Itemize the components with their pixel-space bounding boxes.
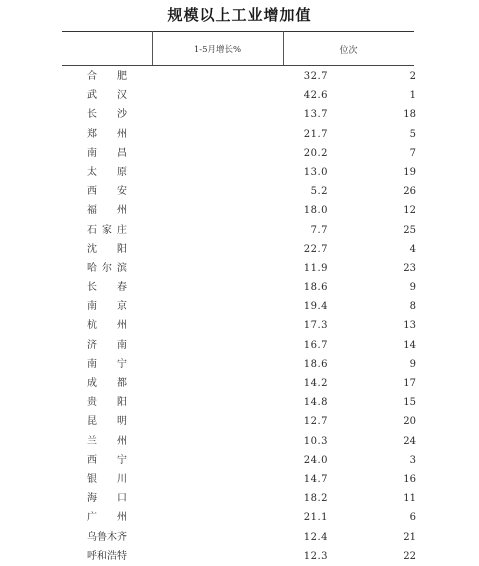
table-body: [62, 67, 422, 566]
rank-value: 5: [409, 128, 416, 140]
rank-value: 22: [403, 550, 416, 562]
city-name: 成 都: [87, 378, 127, 389]
table-row: [62, 86, 422, 105]
growth-value: 12.3: [303, 550, 328, 562]
rank-value: 9: [409, 358, 416, 370]
growth-value: 7.7: [310, 224, 328, 236]
city-name: 贵 阳: [87, 397, 127, 409]
city-name: 兰 州: [87, 435, 127, 447]
table-row: [62, 470, 422, 489]
growth-value: 12.7: [303, 416, 328, 428]
table-row: [62, 355, 422, 374]
page-title: 规模以上工业增加值: [167, 6, 312, 24]
table-row: [62, 508, 422, 527]
rank-value: 12: [403, 205, 416, 217]
city-name: 太 原: [87, 166, 127, 178]
rank-value: 25: [403, 224, 416, 236]
table-row: [62, 528, 422, 547]
city-name: 南 宁: [87, 358, 127, 370]
growth-value: 16.7: [303, 339, 328, 351]
column-header-rank: 位次: [339, 46, 358, 56]
rank-value: 3: [409, 454, 416, 466]
city-name: 南 京: [87, 301, 127, 313]
city-name: 杭 州: [87, 320, 127, 332]
rank-value: 7: [409, 147, 416, 159]
growth-value: 11.9: [303, 262, 328, 274]
table-row: [62, 125, 422, 144]
table-row: [62, 451, 422, 470]
city-name: 乌 鲁 木 齐: [87, 531, 127, 543]
rank-value: 21: [403, 531, 416, 543]
column-header-growth: 1-5月增长%: [193, 45, 242, 55]
table-header-rule: [62, 65, 414, 66]
growth-value: 13.0: [303, 166, 328, 178]
growth-value: 10.3: [303, 435, 328, 447]
table-row: [62, 374, 422, 393]
table-row: [62, 259, 422, 278]
table-row: [62, 163, 422, 182]
table-row: [62, 144, 422, 163]
growth-value: 19.4: [303, 301, 328, 313]
city-name: 武 汉: [87, 90, 127, 102]
city-name: 呼 和 浩 特: [87, 550, 127, 562]
rank-value: 6: [409, 512, 416, 524]
table-row: [62, 489, 422, 508]
city-name: 广 州: [87, 512, 127, 524]
rank-value: 8: [409, 301, 416, 313]
table-row: [62, 240, 422, 259]
city-name: 济 南: [87, 339, 127, 351]
city-name: 海 口: [87, 493, 127, 505]
growth-value: 22.7: [303, 243, 328, 255]
table-row: [62, 201, 422, 220]
table-row: [62, 278, 422, 297]
rank-value: 24: [403, 435, 416, 447]
growth-value: 18.2: [303, 493, 328, 505]
growth-value: 12.4: [303, 531, 328, 543]
growth-value: 14.2: [303, 378, 328, 389]
city-name: 长 春: [87, 282, 127, 294]
growth-value: 14.8: [303, 397, 328, 409]
growth-value: 18.0: [303, 205, 328, 217]
table-row: [62, 297, 422, 316]
growth-value: 5.2: [310, 186, 328, 198]
rank-value: 9: [409, 282, 416, 294]
city-name: 石 家 庄: [87, 224, 127, 236]
city-name: 福 州: [87, 205, 127, 217]
growth-value: 17.3: [303, 320, 328, 332]
growth-value: 21.1: [303, 512, 328, 524]
table-row: [62, 393, 422, 412]
table-row: [62, 182, 422, 201]
city-name: 西 安: [87, 186, 127, 198]
city-name: 长 沙: [87, 109, 127, 121]
city-name: 南 昌: [87, 147, 127, 159]
rank-value: 4: [409, 243, 416, 255]
rank-value: 20: [403, 416, 416, 428]
city-name: 哈 尔 滨: [87, 262, 127, 274]
table-row: [62, 336, 422, 355]
table-row: [62, 547, 422, 566]
table-row: [62, 105, 422, 124]
city-name: 昆 明: [87, 416, 127, 428]
rank-value: 13: [403, 320, 416, 332]
rank-value: 26: [403, 186, 416, 198]
growth-value: 14.7: [303, 473, 328, 485]
growth-value: 18.6: [303, 282, 328, 294]
city-name: 沈 阳: [87, 243, 127, 255]
table-row: [62, 432, 422, 451]
growth-value: 42.6: [303, 90, 328, 102]
growth-value: 32.7: [303, 71, 328, 82]
rank-value: 18: [403, 109, 416, 121]
table-row: [62, 67, 422, 86]
growth-value: 24.0: [303, 454, 328, 466]
rank-value: 23: [403, 262, 416, 274]
table-row: [62, 316, 422, 335]
table-row: [62, 221, 422, 240]
growth-value: 18.6: [303, 358, 328, 370]
rank-value: 19: [403, 166, 416, 178]
growth-value: 20.2: [303, 147, 328, 159]
growth-value: 21.7: [303, 128, 328, 140]
city-name: 西 宁: [87, 454, 127, 466]
rank-value: 15: [403, 397, 416, 409]
rank-value: 11: [403, 493, 416, 505]
rank-value: 14: [403, 339, 416, 351]
city-name: 郑 州: [87, 128, 127, 140]
rank-value: 17: [403, 378, 416, 389]
rank-value: 2: [409, 71, 416, 82]
rank-value: 1: [409, 90, 416, 102]
growth-value: 13.7: [303, 109, 328, 121]
city-name: 银 川: [87, 473, 127, 485]
table-top-rule: [62, 31, 414, 32]
rank-value: 16: [403, 473, 416, 485]
table-row: [62, 412, 422, 431]
city-name: 合 肥: [87, 71, 127, 82]
